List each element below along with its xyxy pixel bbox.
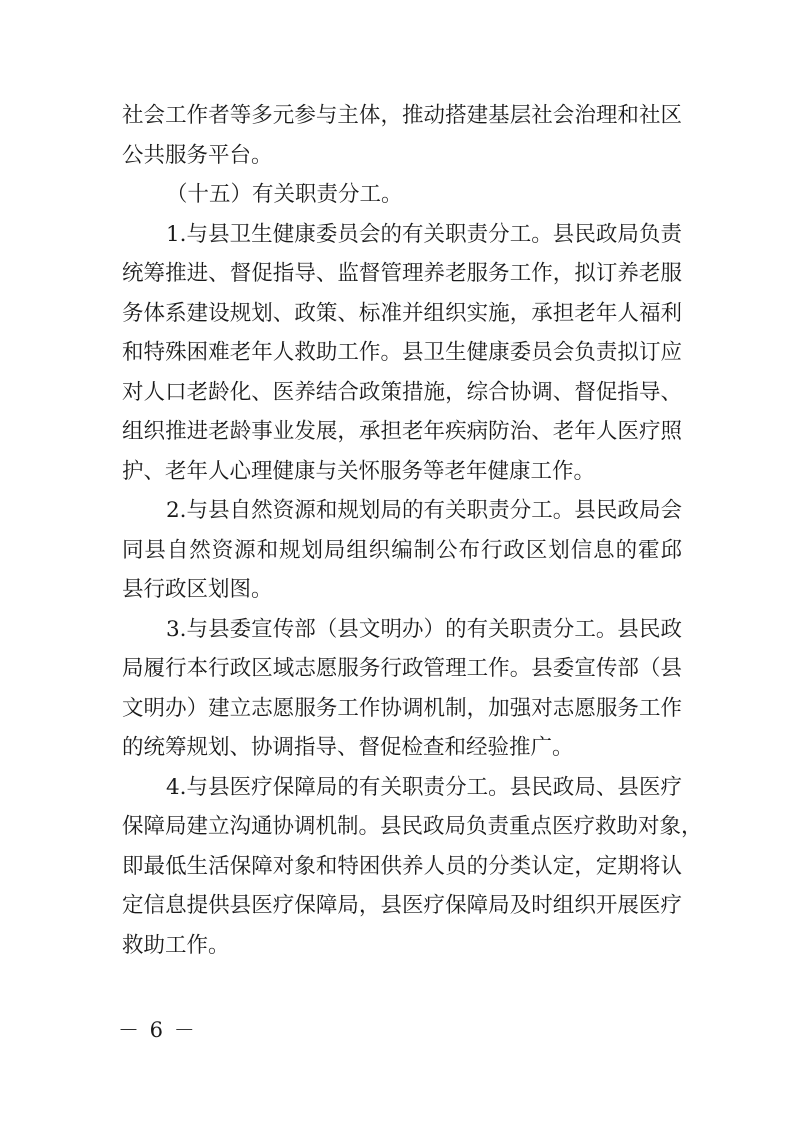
item-1-heading-line: 1.与县卫生健康委员会的有关职责分工。县民政局负责	[166, 221, 682, 247]
text-line: 对人口老龄化、医养结合政策措施，综合协调、督促指导、	[122, 379, 682, 405]
text-line: 同县自然资源和规划局组织编制公布行政区划信息的霍邱	[122, 537, 682, 563]
text-line: 县行政区划图。	[122, 577, 273, 602]
section-heading: （十五）有关职责分工。	[166, 182, 403, 207]
text-line: 和特殊困难老年人救助工作。县卫生健康委员会负责拟订应	[122, 340, 682, 365]
text-line: 定信息提供县医疗保障局，县医疗保障局及时组织开展医疗	[122, 893, 682, 918]
text-line: 局履行本行政区域志愿服务行政管理工作。县委宣传部（县	[122, 656, 682, 681]
text-line: 公共服务平台。	[122, 142, 273, 168]
text-line: 统筹推进、督促指导、监督管理养老服务工作，拟订养老服	[122, 261, 682, 286]
item-2-heading-line: 2.与县自然资源和规划局的有关职责分工。县民政局会	[166, 498, 682, 523]
item-4-heading-line: 4.与县医疗保障局的有关职责分工。县民政局、县医疗	[166, 774, 682, 800]
text-line: 组织推进老龄事业发展，承担老年疾病防治、老年人医疗照	[122, 419, 682, 444]
item-3-heading-line: 3.与县委宣传部（县文明办）的有关职责分工。县民政	[166, 616, 682, 642]
text-line: 务体系建设规划、政策、标准并组织实施，承担老年人福利	[122, 300, 682, 326]
text-line: 社会工作者等多元参与主体，推动搭建基层社会治理和社区	[122, 103, 682, 128]
text-line: 救助工作。	[122, 932, 230, 958]
text-line: 护、老年人心理健康与关怀服务等老年健康工作。	[122, 458, 596, 484]
text-line: 的统筹规划、协调指导、督促检查和经验推广。	[122, 735, 574, 760]
text-line: 即最低生活保障对象和特困供养人员的分类认定，定期将认	[122, 853, 682, 879]
text-line: 文明办）建立志愿服务工作协调机制，加强对志愿服务工作	[122, 695, 682, 721]
document-body	[122, 96, 703, 965]
page-number: － 6 －	[118, 1018, 197, 1042]
text-line: 保障局建立沟通协调机制。县民政局负责重点医疗救助对象，	[122, 814, 703, 839]
